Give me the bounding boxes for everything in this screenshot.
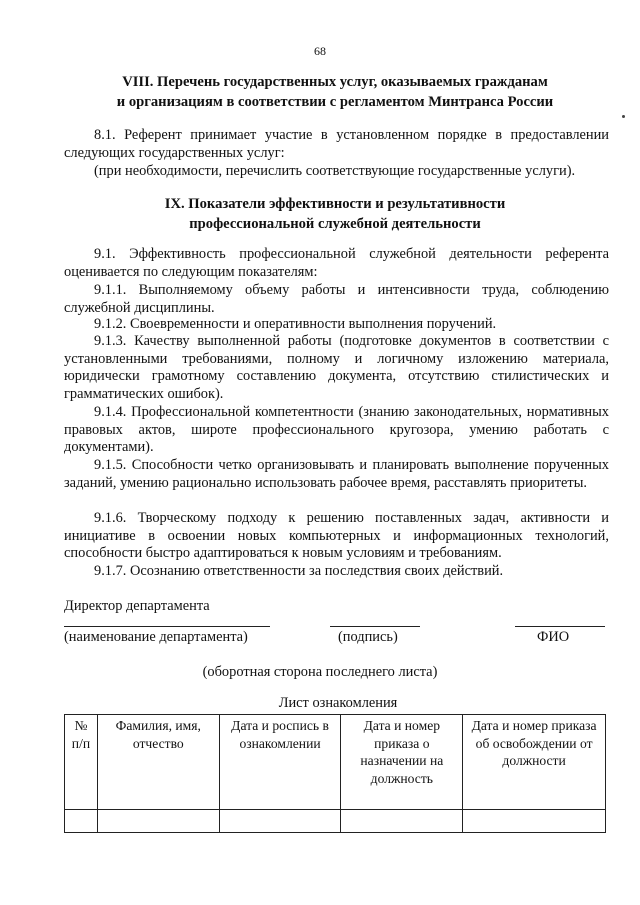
ack-sheet-title: Лист ознакомления — [278, 695, 398, 711]
ack-table — [64, 714, 606, 833]
dept-caption: (наименование департамента) — [64, 629, 248, 645]
scan-speck — [622, 115, 625, 118]
section9-title-line2: профессиональной служебной деятельности — [189, 216, 481, 232]
indicator-9-1: 9.1. Эффективность профессиональной служебной деятельности референта оценивается по следующим показателям: — [64, 246, 609, 280]
section9-title — [60, 194, 610, 234]
section8-title — [60, 72, 610, 112]
ack-table-row — [65, 810, 606, 833]
section8-paragraph-2 — [64, 163, 609, 181]
col-fullname: Фамилия, имя, отчество — [97, 715, 219, 810]
indicator-9-1-6: 9.1.6. Творческому подходу к решению поставленных задач, активности и инициативе в освоении новых компьютерных и информационных технологий, способности быстро адаптироваться к новым условиям и требованиям. — [64, 510, 609, 562]
reverse-side-note: (оборотная сторона последнего листа) — [202, 664, 438, 680]
indicator-9-1-5: 9.1.5. Способности четко организовывать и планировать выполнение порученных заданий, умению рационально использовать рабочее время, расставлять приоритеты. — [64, 457, 609, 491]
section8-paragraph — [64, 127, 609, 162]
section9-title-line1: IX. Показатели эффективности и результативности — [164, 196, 506, 212]
indicator-9-1-3: 9.1.3. Качеству выполненной работы (подготовке документов в соответствии с установленными требованиями, полному и логичному изложению материала, юридически грамотному составлению документа, отсутствию стилистических и грамматических ошибок). — [64, 333, 609, 402]
indicator-9-1-7: 9.1.7. Осознанию ответственности за последствия своих действий. — [94, 563, 504, 579]
dept-signature-line — [64, 626, 270, 627]
col-number: № п/п — [65, 715, 98, 810]
fio-caption: ФИО — [537, 629, 570, 645]
indicator-9-1-4: 9.1.4. Профессиональной компетентности (знанию законодательных, нормативных правовых актов, широте профессионального кругозора, умению работать с документами). — [64, 404, 609, 456]
section8-title-line1: VIII. Перечень государственных услуг, оказываемых гражданам — [122, 74, 548, 90]
indicator-9-1-2: 9.1.2. Своевременности и оперативности выполнения поручений. — [94, 316, 497, 332]
section8-title-line2: и организациям в соответствии с регламентом Минтранса России — [116, 94, 554, 110]
ack-table-header — [65, 715, 606, 810]
col-appointment-order: Дата и номер приказа о назначении на должность — [341, 715, 463, 810]
fio-signature-line — [515, 626, 605, 627]
section8-p1: 8.1. Референт принимает участие в установленном порядке в предоставлении следующих государственных услуг: — [64, 127, 609, 161]
section8-p2: (при необходимости, перечислить соответствующие государственные услуги). — [94, 163, 576, 179]
sign-signature-line — [330, 626, 420, 627]
indicator-9-1-1: 9.1.1. Выполняемому объему работы и интенсивности труда, соблюдению служебной дисциплины. — [64, 282, 609, 316]
director-label: Директор департамента — [64, 598, 210, 614]
page-number: 68 — [314, 44, 326, 58]
col-dismissal-order: Дата и номер приказа об освобождении от должности — [463, 715, 606, 810]
col-ack-date: Дата и роспись в ознакомлении — [219, 715, 341, 810]
sign-caption: (подпись) — [338, 629, 398, 645]
